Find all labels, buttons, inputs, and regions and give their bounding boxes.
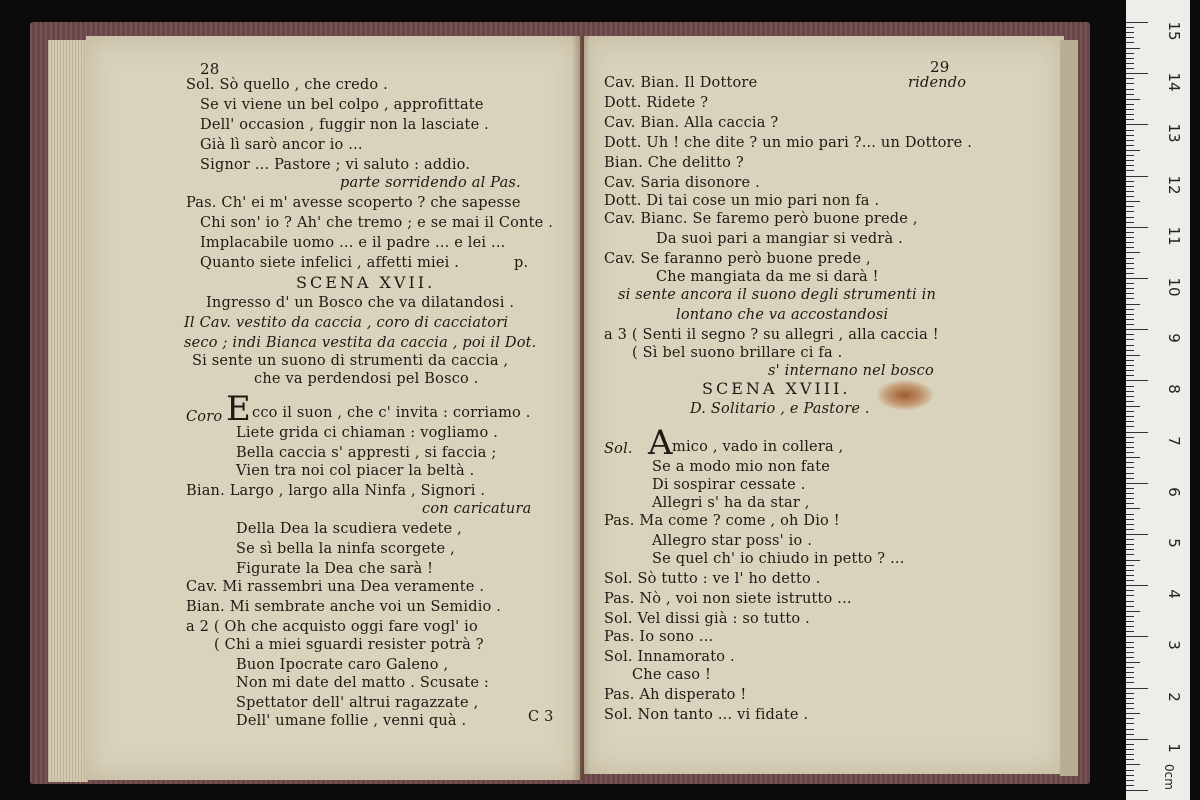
ruler-tick (1126, 631, 1134, 632)
ruler-tick (1126, 304, 1140, 305)
ruler-tick (1126, 109, 1134, 110)
left-page-text-line: Signor ... Pastore ; vi saluto : addio. (200, 157, 471, 173)
right-page-text-line: Pas. Io sono ... (604, 629, 714, 645)
left-page-text-line: cco il suon , che c' invita : corriamo . (252, 405, 531, 421)
ruler-tick (1126, 667, 1134, 668)
ruler-number: 2 (1165, 691, 1183, 702)
ruler-tick (1126, 217, 1134, 218)
left-page-text-line: Sol. Sò quello , che credo . (186, 77, 388, 93)
ruler-tick (1126, 99, 1140, 100)
left-page-text-line: Dell' umane follie , venni quà . (236, 713, 467, 729)
right-page-text-line: Sol. (604, 441, 633, 457)
ruler-tick (1126, 68, 1134, 69)
right-page-text-line: D. Solitario , e Pastore . (690, 401, 870, 417)
ruler-tick (1126, 83, 1134, 84)
ruler-tick (1126, 682, 1134, 683)
right-page-text-line: Cav. Bian. Il Dottore (604, 75, 758, 91)
right-page-text-line: Bian. Che delitto ? (604, 155, 744, 171)
ruler-tick (1126, 396, 1134, 397)
ruler-tick (1126, 560, 1140, 561)
ruler-tick (1126, 339, 1134, 340)
ruler-tick (1126, 365, 1134, 366)
ruler-tick (1126, 672, 1134, 673)
ruler-tick (1126, 621, 1134, 622)
ruler-tick (1126, 191, 1134, 192)
ruler-tick (1126, 130, 1134, 131)
left-page-text-line: Se sì bella la ninfa scorgete , (236, 541, 455, 557)
right-page-text-line: Sol. Sò tutto : ve l' ho detto . (604, 571, 821, 587)
ruler-tick (1126, 606, 1134, 607)
ruler-tick (1126, 754, 1134, 755)
right-page-text-line: Pas. Nò , voi non siete istrutto ... (604, 591, 852, 607)
ruler-tick (1126, 780, 1134, 781)
right-page-text-line: Dott. Di tai cose un mio pari non fa . (604, 193, 880, 209)
right-page-text-line: Dott. Uh ! che dite ? un mio pari ?... un Dottore . (604, 135, 973, 151)
ruler-tick (1126, 160, 1134, 161)
ruler-tick (1126, 447, 1134, 448)
left-page-text-line: ( Chi a miei sguardi resister potrà ? (214, 637, 484, 653)
right-page-text-line: Che caso ! (632, 667, 711, 683)
ruler-tick (1126, 186, 1134, 187)
ruler-tick (1126, 539, 1134, 540)
ruler-tick (1126, 247, 1134, 248)
ruler-tick (1126, 662, 1140, 663)
ruler-tick (1126, 457, 1140, 458)
ruler-tick (1126, 232, 1134, 233)
ruler-tick (1126, 375, 1134, 376)
ruler-tick (1126, 601, 1134, 602)
right-page-text-line: mico , vado in collera , (672, 439, 844, 455)
book-gutter (572, 36, 590, 780)
ruler-tick (1126, 48, 1140, 49)
right-page-text-line: Allegro star poss' io . (652, 533, 813, 549)
left-page-text-line: Ingresso d' un Bosco che va dilatandosi . (206, 295, 515, 311)
right-page-text-line: Se quel ch' io chiudo in petto ? ... (652, 551, 905, 567)
ruler-tick (1126, 442, 1134, 443)
ruler-tick (1126, 580, 1134, 581)
right-page-text-line: Cav. Se faranno però buone prede , (604, 251, 871, 267)
ruler-tick (1126, 467, 1134, 468)
ruler-tick (1126, 657, 1134, 658)
right-page-text-line: Se a modo mio non fate (652, 459, 831, 475)
left-page-text-line: p. (514, 255, 529, 271)
ruler-tick (1126, 452, 1134, 453)
ruler-tick (1126, 145, 1134, 146)
ruler-tick (1126, 478, 1134, 479)
left-page-text-line: Pas. Ch' ei m' avesse scoperto ? che sapesse (186, 195, 521, 211)
ruler-tick (1126, 785, 1134, 786)
ruler-tick (1126, 252, 1140, 253)
ruler-tick (1126, 503, 1134, 504)
left-page-text-line: Spettator dell' altrui ragazzate , (236, 695, 479, 711)
ruler-tick (1126, 119, 1134, 120)
right-page-text-line: si sente ancora il suono degli strumenti in (618, 287, 937, 303)
right-page-text-line: Sol. Vel dissi già : so tutto . (604, 611, 810, 627)
left-page-text-line: Non mi date del matto . Scusate : (236, 675, 490, 691)
right-page-text-line: Dott. Ridete ? (604, 95, 709, 111)
ruler-tick (1126, 642, 1134, 643)
ruler-tick (1126, 493, 1134, 494)
ruler-tick (1126, 258, 1134, 259)
ruler-tick (1126, 380, 1148, 381)
left-page-text-line: seco ; indi Bianca vestita da caccia , poi il Dot. (184, 335, 537, 351)
ruler-tick (1126, 790, 1148, 791)
ruler-tick (1126, 570, 1134, 571)
right-page-text-line: Di sospirar cessate . (652, 477, 806, 493)
ruler-tick (1126, 708, 1134, 709)
right-page-text-line: Cav. Bianc. Se faremo però buone prede , (604, 211, 918, 227)
ruler-tick (1126, 473, 1134, 474)
left-page-text-line: Cav. Mi rassembri una Dea veramente . (186, 579, 485, 595)
left-page-text-line: Figurate la Dea che sarà ! (236, 561, 434, 577)
ruler-tick (1126, 723, 1134, 724)
right-page-text-line: Che mangiata da me si darà ! (656, 269, 879, 285)
left-page-text-line: Della Dea la scudiera vedete , (236, 521, 462, 537)
ruler-tick (1126, 32, 1134, 33)
ruler-tick (1126, 734, 1134, 735)
ruler-tick (1126, 636, 1148, 637)
ruler-tick (1126, 534, 1148, 535)
right-page-text-line: Pas. Ah disperato ! (604, 687, 747, 703)
ruler-tick (1126, 554, 1134, 555)
ruler-tick (1126, 677, 1134, 678)
ruler-tick (1126, 283, 1134, 284)
ruler-tick (1126, 432, 1148, 433)
right-page-text-line: ridendo (908, 75, 967, 91)
right-page-text-line: Allegri s' ha da star , (652, 495, 810, 511)
ruler-tick (1126, 273, 1134, 274)
left-page-text-line: Già lì sarò ancor io ... (200, 137, 363, 153)
left-page-text-line: Quanto siete infelici , affetti miei . (200, 255, 460, 271)
ruler-tick (1126, 170, 1134, 171)
ruler-tick (1126, 488, 1134, 489)
ruler-tick (1126, 319, 1134, 320)
ruler-tick (1126, 693, 1134, 694)
right-page-text-line: a 3 ( Senti il segno ? su allegri , alla caccia ! (604, 327, 939, 343)
ruler-number: 12 (1165, 175, 1183, 195)
left-page-text-line: parte sorridendo al Pas. (340, 175, 521, 191)
right-page-text-line: ( Sì bel suono brillare ci fa . (632, 345, 843, 361)
left-page-text-line: Bella caccia s' appresti , si faccia ; (236, 445, 497, 461)
ruler-tick (1126, 135, 1134, 136)
ruler-tick (1126, 508, 1140, 509)
left-page-drop-cap: E (226, 389, 251, 429)
ruler-tick (1126, 729, 1134, 730)
left-page-text-line: 28 (200, 60, 220, 78)
ruler-tick (1126, 104, 1134, 105)
ruler-tick (1126, 263, 1134, 264)
ruler-tick (1126, 498, 1134, 499)
right-page-drop-cap: A (648, 423, 673, 463)
right-page-text-line: lontano che va accostandosi (676, 307, 889, 323)
ruler-tick (1126, 360, 1134, 361)
ruler-tick (1126, 411, 1134, 412)
ruler-tick (1126, 718, 1134, 719)
ruler-tick (1126, 309, 1134, 310)
ruler-tick (1126, 688, 1148, 689)
right-page-text-line: Cav. Saria disonore . (604, 175, 760, 191)
ruler-tick (1126, 73, 1148, 74)
ruler-tick (1126, 329, 1148, 330)
ruler-tick (1126, 401, 1134, 402)
ruler-tick (1126, 211, 1134, 212)
ruler-tick (1126, 565, 1134, 566)
ruler-tick (1126, 242, 1134, 243)
ruler-tick (1126, 416, 1134, 417)
ruler-tick (1126, 63, 1134, 64)
left-page-text-line: Chi son' io ? Ah' che tremo ; e se mai il Conte . (200, 215, 554, 231)
ruler-tick (1126, 140, 1134, 141)
ruler-number: 8 (1165, 384, 1183, 395)
ruler-tick (1126, 53, 1134, 54)
ruler-tick (1126, 575, 1134, 576)
left-page-text-line: Buon Ipocrate caro Galeno , (236, 657, 449, 673)
ruler-tick (1126, 181, 1134, 182)
ruler-number: 5 (1165, 538, 1183, 548)
ruler-tick (1126, 150, 1140, 151)
left-page-text-line: Implacabile uomo ... e il padre ... e lei ... (200, 235, 506, 251)
ruler-tick (1126, 155, 1134, 156)
ruler-number: 4 (1165, 589, 1183, 599)
ruler-tick (1126, 698, 1134, 699)
ruler-number: 7 (1165, 435, 1183, 446)
left-page-text-line: Bian. Largo , largo alla Ninfa , Signori . (186, 483, 486, 499)
right-page-text-line: Cav. Bian. Alla caccia ? (604, 115, 779, 131)
left-page-text-line: Coro (186, 409, 223, 425)
ruler-tick (1126, 764, 1140, 765)
ruler-tick (1126, 386, 1134, 387)
ruler-number: 6 (1165, 487, 1183, 497)
ruler-tick (1126, 524, 1134, 525)
ruler-tick (1126, 406, 1140, 407)
right-page-text-line: SCENA XVIII. (702, 379, 851, 398)
right-page-text-line: Sol. Innamorato . (604, 649, 735, 665)
ruler-tick (1126, 165, 1134, 166)
ruler-tick (1126, 529, 1134, 530)
left-page-text-line: Dell' occasion , fuggir non la lasciate . (200, 117, 489, 133)
ruler-tick (1126, 176, 1148, 177)
ruler-number: 14 (1165, 72, 1183, 92)
ruler-number: 1 (1165, 743, 1183, 753)
ruler-tick (1126, 626, 1134, 627)
ruler-number: 3 (1165, 640, 1183, 651)
ruler-number: 11 (1165, 226, 1183, 246)
measuring-ruler (1126, 0, 1190, 800)
ruler-tick (1126, 355, 1140, 356)
ruler-tick (1126, 611, 1140, 612)
ruler-tick (1126, 334, 1134, 335)
rust-stain (877, 380, 933, 410)
ruler-tick (1126, 324, 1134, 325)
left-page-text-line: che va perdendosi pel Bosco . (254, 371, 479, 387)
ruler-tick (1126, 770, 1134, 771)
ruler-number: 10 (1165, 277, 1183, 297)
ruler-tick (1126, 647, 1134, 648)
left-page-text-line: C 3 (528, 709, 554, 725)
left-page-text-line: Si sente un suono di strumenti da caccia , (192, 353, 509, 369)
ruler-number: 9 (1165, 333, 1183, 343)
right-page-text-line: Sol. Non tanto ... vi fidate . (604, 707, 809, 723)
ruler-tick (1126, 549, 1134, 550)
left-page-text-line: a 2 ( Oh che acquisto oggi fare vogl' io (186, 619, 478, 635)
ruler-tick (1126, 775, 1134, 776)
right-page-text-line: Pas. Ma come ? come , oh Dio ! (604, 513, 840, 529)
ruler-tick (1126, 744, 1134, 745)
ruler-tick (1126, 345, 1134, 346)
left-page-text-line: con caricatura (422, 501, 532, 517)
left-page-text-line: SCENA XVII. (296, 273, 436, 292)
ruler-tick (1126, 237, 1134, 238)
ruler-tick (1126, 652, 1134, 653)
ruler-tick (1126, 713, 1140, 714)
ruler-tick (1126, 27, 1134, 28)
ruler-tick (1126, 114, 1134, 115)
ruler-tick (1126, 201, 1140, 202)
ruler-tick (1126, 483, 1148, 484)
ruler-tick (1126, 288, 1134, 289)
ruler-tick (1126, 595, 1134, 596)
page-stack-edge (48, 40, 88, 782)
right-page-text-line: Da suoi pari a mangiar si vedrà . (656, 231, 903, 247)
ruler-tick (1126, 124, 1148, 125)
ruler-tick (1126, 739, 1148, 740)
ruler-tick (1126, 421, 1134, 422)
left-page-text-line: Se vi viene un bel colpo , approfittate (200, 97, 484, 113)
ruler-unit-label: 0cm (1161, 764, 1176, 790)
ruler-tick (1126, 196, 1134, 197)
ruler-tick (1126, 585, 1148, 586)
ruler-tick (1126, 42, 1134, 43)
left-page-text-line: Bian. Mi sembrate anche voi un Semidio . (186, 599, 502, 615)
ruler-tick (1126, 590, 1134, 591)
ruler-tick (1126, 58, 1134, 59)
ruler-tick (1126, 426, 1134, 427)
ruler-tick (1126, 462, 1134, 463)
ruler-tick (1126, 749, 1134, 750)
ruler-tick (1126, 519, 1134, 520)
right-page-text-line: 29 (930, 58, 950, 76)
ruler-tick (1126, 227, 1148, 228)
ruler-tick (1126, 350, 1134, 351)
ruler-tick (1126, 370, 1134, 371)
ruler-tick (1126, 759, 1134, 760)
ruler-tick (1126, 278, 1148, 279)
ruler-tick (1126, 391, 1134, 392)
left-page-text-line: Il Cav. vestito da caccia , coro di cacciatori (184, 315, 509, 331)
ruler-tick (1126, 703, 1134, 704)
right-page-edge (1060, 40, 1078, 776)
right-page-text-line: s' internano nel bosco (768, 363, 934, 379)
ruler-tick (1126, 89, 1134, 90)
ruler-number: 15 (1165, 21, 1183, 41)
ruler-tick (1126, 298, 1134, 299)
ruler-tick (1126, 293, 1134, 294)
ruler-tick (1126, 544, 1134, 545)
ruler-tick (1126, 22, 1148, 23)
ruler-tick (1126, 222, 1134, 223)
left-page-text-line: Liete grida ci chiaman : vogliamo . (236, 425, 499, 441)
ruler-number: 13 (1165, 123, 1183, 143)
ruler-tick (1126, 268, 1134, 269)
ruler-tick (1126, 437, 1134, 438)
ruler-tick (1126, 94, 1134, 95)
ruler-tick (1126, 78, 1134, 79)
ruler-tick (1126, 37, 1134, 38)
ruler-tick (1126, 616, 1134, 617)
left-page-text-line: Vien tra noi col piacer la beltà . (236, 463, 475, 479)
ruler-tick (1126, 314, 1134, 315)
ruler-tick (1126, 206, 1134, 207)
ruler-tick (1126, 514, 1134, 515)
